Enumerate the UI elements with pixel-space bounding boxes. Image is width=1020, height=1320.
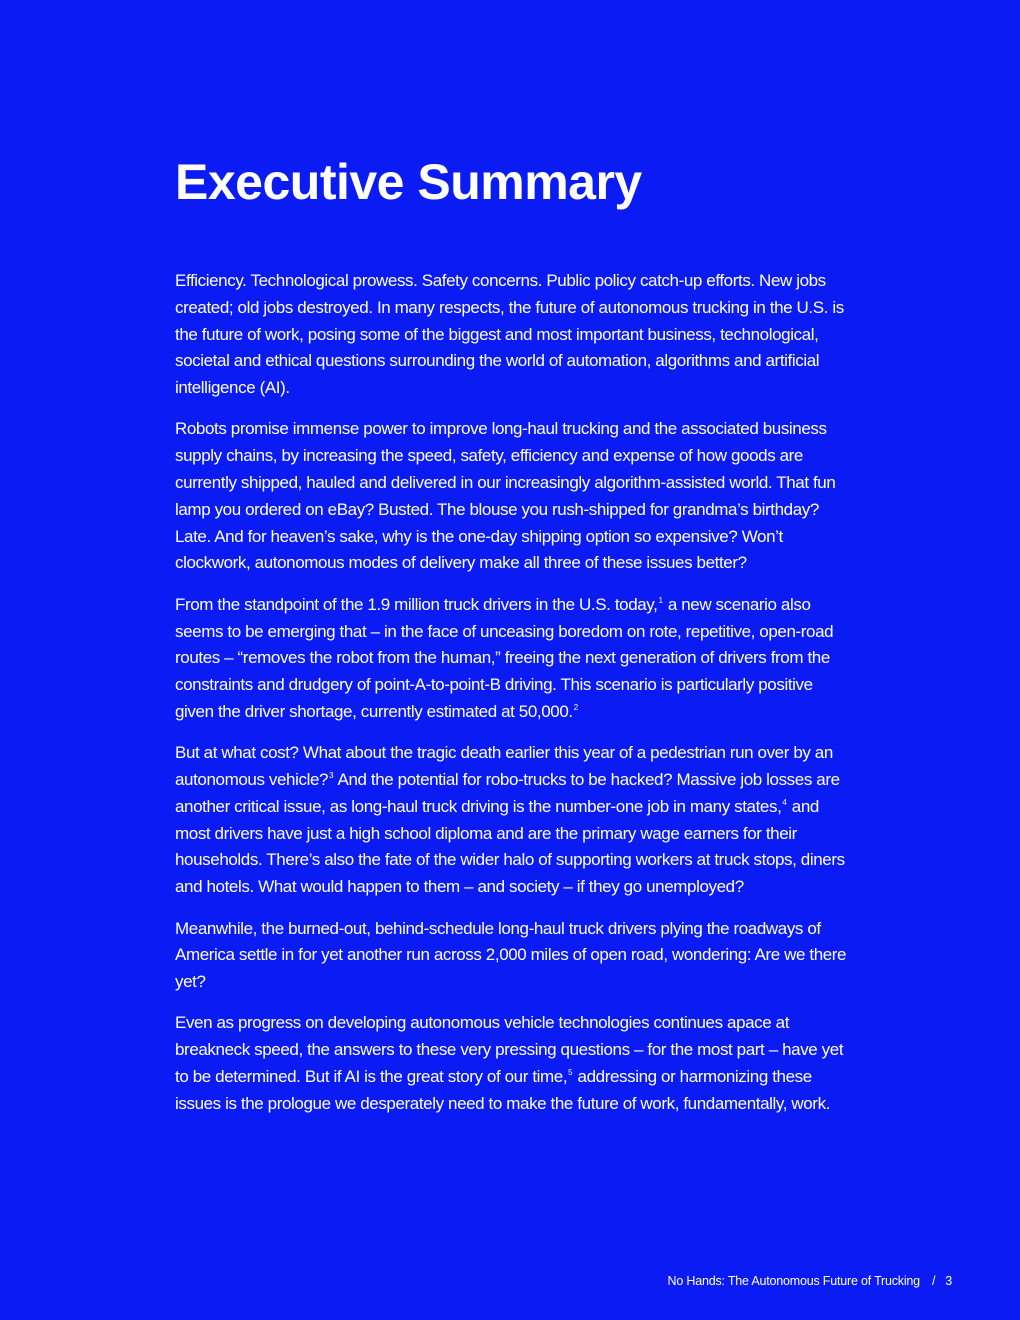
paragraph-text: addressing or harmonizing these issues is the prologue we desperately need to make the future of work, fundamentally, work. — [175, 1067, 830, 1113]
footnote-ref: 5 — [568, 1068, 573, 1078]
paragraph — [175, 1010, 847, 1117]
footnote-ref: 3 — [329, 771, 334, 781]
footnote-ref: 1 — [658, 595, 663, 605]
paragraph — [175, 268, 847, 402]
body-text — [175, 268, 847, 1132]
page-footer — [668, 1273, 952, 1289]
paragraph-text: Even as progress on developing autonomous vehicle technologies continues apace at breakneck speed, the answers to these very pressing questions – for the most part – have yet to be determined. But if AI is the great story of our time, — [175, 1013, 844, 1087]
paragraph-text: And the potential for robo-trucks to be hacked? Massive job losses are another critical issue, as long-haul truck driving is the number-one job in many states, — [175, 770, 840, 816]
paragraph-text: a new scenario also seems to be emerging that – in the face of unceasing boredom on rote, repetitive, open-road routes – “removes the robot from the human,” freeing the next generation of drivers from the constraints and drudgery of point-A-to-point-B driving. This scenario is particularly positive given the driver shortage, currently estimated at 50,000. — [175, 594, 834, 721]
paragraph — [175, 416, 847, 577]
paragraph-text: From the standpoint of the 1.9 million truck drivers in the U.S. today, — [175, 594, 658, 614]
paragraph-text: and most drivers have just a high school diploma and are the primary wage earners for their households. There’s also the fate of the wider halo of supporting workers at truck stops, diners and hotels. What would happen to them – and society – if they go unemployed? — [175, 796, 845, 897]
paragraph-text: Robots promise immense power to improve long-haul trucking and the associated business supply chains, by increasing the speed, safety, efficiency and expense of how goods are currently shipped, hauled and delivered in our increasingly algorithm-assisted world. That fun lamp you ordered on eBay? Busted. The blouse you rush-shipped for grandma’s birthday? Late. And for heaven’s sake, why is the one-day shipping option so expensive? Won’t clockwork, autonomous modes of delivery make all three of these issues better? — [175, 419, 836, 573]
footer-document-title: No Hands: The Autonomous Future of Trucking — [667, 1274, 920, 1288]
paragraph — [175, 592, 847, 726]
paragraph-text: Efficiency. Technological prowess. Safety concerns. Public policy catch-up efforts. New jobs created; old jobs destroyed. In many respects, the future of autonomous trucking in the U.S. is the future of work, posing some of the biggest and most important business, technological, societal and ethical questions surrounding the world of automation, algorithms and artificial intelligence (AI). — [175, 271, 844, 398]
paragraph-text: But at what cost? What about the tragic death earlier this year of a pedestrian run over by an autonomous vehicle? — [175, 743, 833, 790]
paragraph — [175, 916, 847, 996]
page-number: 3 — [945, 1274, 952, 1288]
paragraph-text: Meanwhile, the burned-out, behind-schedule long-haul truck drivers plying the roadways of America settle in for yet another run across 2,000 miles of open road, wondering: Are we there yet? — [175, 918, 847, 992]
paragraph — [175, 740, 847, 901]
footnote-ref: 4 — [782, 797, 787, 807]
footer-separator: / — [931, 1274, 936, 1288]
page-title: Executive Summary — [175, 154, 642, 210]
footnote-ref: 2 — [573, 702, 578, 712]
